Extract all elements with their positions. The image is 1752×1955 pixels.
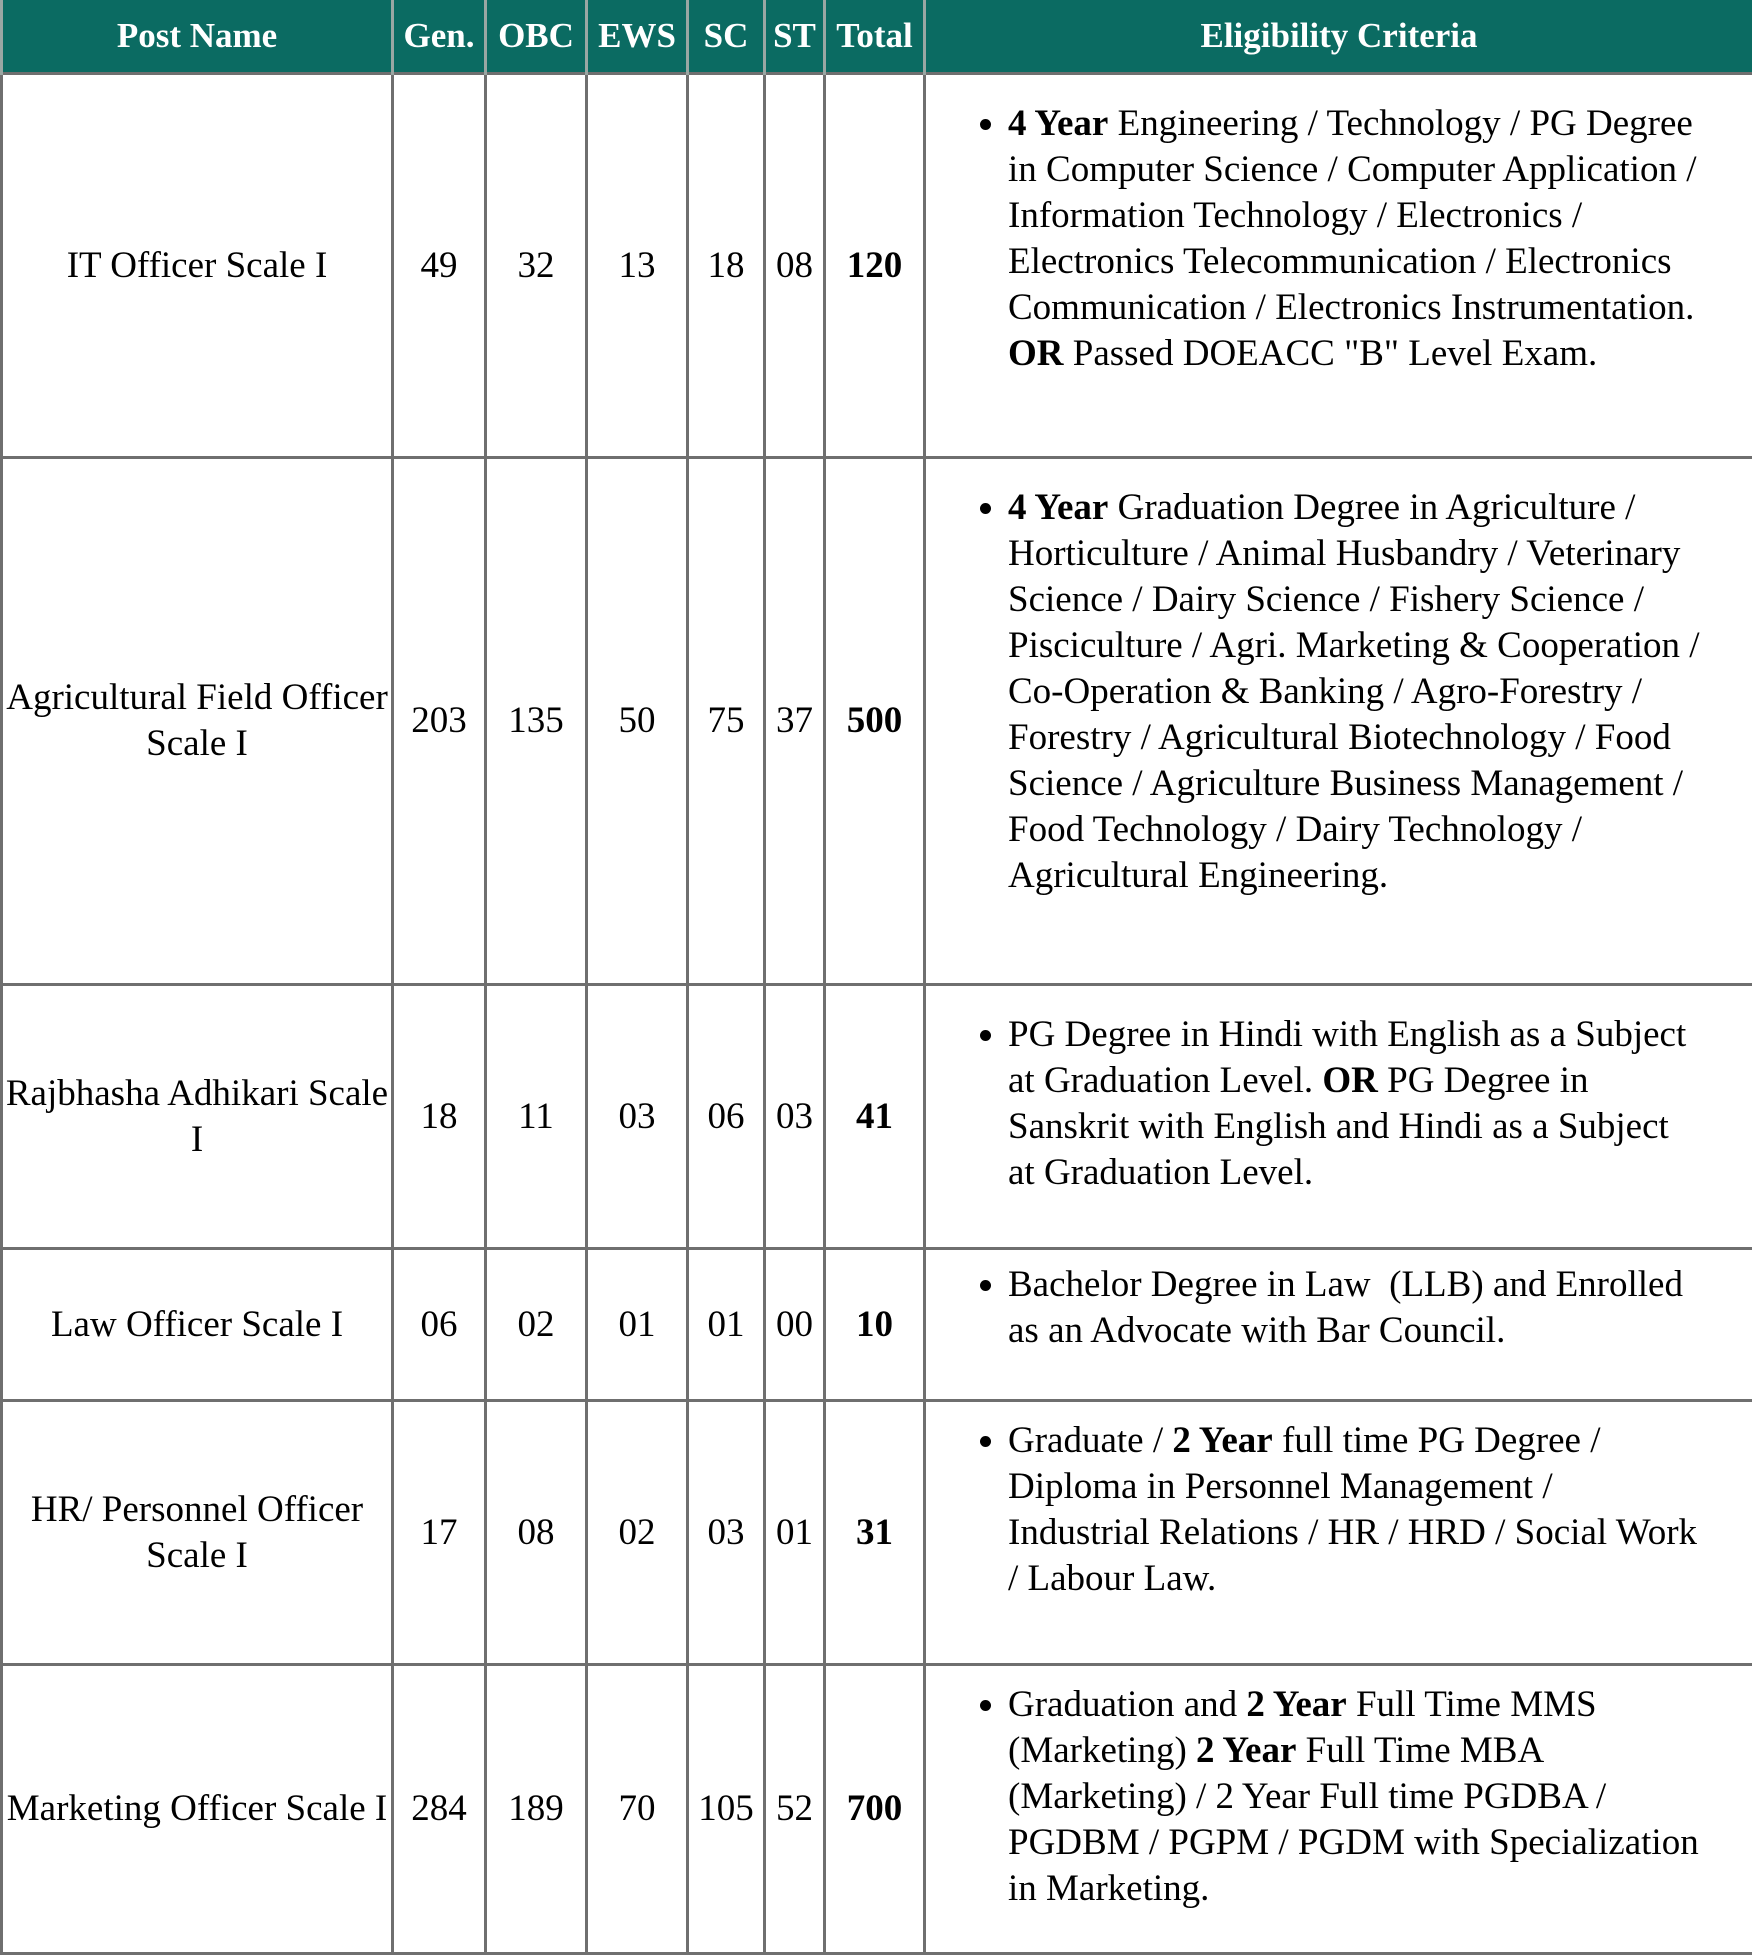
- post-name-cell: Agricultural Field Officer Scale I: [2, 458, 393, 985]
- criteria-text: Sanskrit with English and Hindi as a Subject: [1008, 1106, 1669, 1147]
- criteria-item: [1008, 101, 1752, 377]
- obc-cell: 08: [486, 1401, 587, 1665]
- total-cell: 120: [825, 74, 925, 458]
- criteria-list: [926, 485, 1752, 899]
- total-cell: 10: [825, 1249, 925, 1401]
- criteria-text: Communication / Electronics Instrumentation.: [1008, 287, 1694, 328]
- ews-cell: 50: [587, 458, 688, 985]
- header-gen: Gen.: [393, 0, 486, 74]
- criteria-text: Forestry / Agricultural Biotechnology / Food: [1008, 717, 1671, 758]
- criteria-text: PG Degree in: [1378, 1060, 1589, 1101]
- sc-cell: 18: [688, 74, 765, 458]
- ews-cell: 13: [587, 74, 688, 458]
- ews-cell: 01: [587, 1249, 688, 1401]
- criteria-text: Electronics Telecommunication / Electronics: [1008, 241, 1672, 282]
- header-post-name: Post Name: [2, 0, 393, 74]
- table-row: [2, 74, 1752, 458]
- post-name-cell: Marketing Officer Scale I: [2, 1665, 393, 1954]
- st-cell: 52: [765, 1665, 825, 1954]
- sc-cell: 06: [688, 985, 765, 1249]
- st-cell: 37: [765, 458, 825, 985]
- criteria-text: (Marketing): [1008, 1730, 1196, 1771]
- emphasis-text: 2 Year: [1196, 1730, 1296, 1771]
- criteria-list: [926, 1012, 1752, 1196]
- criteria-item: [1008, 1262, 1752, 1354]
- criteria-text: Co-Operation & Banking / Agro-Forestry /: [1008, 671, 1642, 712]
- criteria-text: Graduation and: [1008, 1684, 1246, 1725]
- sc-cell: 01: [688, 1249, 765, 1401]
- criteria-item: [1008, 1682, 1752, 1912]
- obc-cell: 135: [486, 458, 587, 985]
- table-row: [2, 1665, 1752, 1954]
- criteria-text: Full Time MBA: [1296, 1730, 1544, 1771]
- criteria-text: Science / Dairy Science / Fishery Science /: [1008, 579, 1644, 620]
- ews-cell: 03: [587, 985, 688, 1249]
- gen-cell: 203: [393, 458, 486, 985]
- eligibility-cell: [925, 1249, 1752, 1401]
- obc-cell: 11: [486, 985, 587, 1249]
- eligibility-cell: [925, 985, 1752, 1249]
- criteria-text: PGDBM / PGPM / PGDM with Specialization: [1008, 1822, 1699, 1863]
- header-eligibility: Eligibility Criteria: [925, 0, 1752, 74]
- total-cell: 31: [825, 1401, 925, 1665]
- gen-cell: 18: [393, 985, 486, 1249]
- emphasis-text: 2 Year: [1172, 1420, 1272, 1461]
- criteria-text: / Labour Law.: [1008, 1558, 1216, 1599]
- eligibility-cell: [925, 74, 1752, 458]
- emphasis-text: OR: [1008, 333, 1064, 374]
- criteria-text: Industrial Relations / HR / HRD / Social Work: [1008, 1512, 1697, 1553]
- emphasis-text: OR: [1322, 1060, 1378, 1101]
- header-sc: SC: [688, 0, 765, 74]
- criteria-text: in Marketing.: [1008, 1868, 1209, 1909]
- gen-cell: 06: [393, 1249, 486, 1401]
- criteria-text: Diploma in Personnel Management /: [1008, 1466, 1553, 1507]
- post-name-cell: Rajbhasha Adhikari Scale I: [2, 985, 393, 1249]
- criteria-text: at Graduation Level.: [1008, 1152, 1313, 1193]
- gen-cell: 49: [393, 74, 486, 458]
- obc-cell: 189: [486, 1665, 587, 1954]
- header-obc: OBC: [486, 0, 587, 74]
- table-row: [2, 1401, 1752, 1665]
- criteria-text: Information Technology / Electronics /: [1008, 195, 1582, 236]
- post-name-cell: Law Officer Scale I: [2, 1249, 393, 1401]
- criteria-text: Agricultural Engineering.: [1008, 855, 1388, 896]
- emphasis-text: 4 Year: [1008, 487, 1108, 528]
- criteria-list: [926, 1682, 1752, 1912]
- gen-cell: 17: [393, 1401, 486, 1665]
- ews-cell: 02: [587, 1401, 688, 1665]
- criteria-text: Science / Agriculture Business Management /: [1008, 763, 1683, 804]
- criteria-text: as an Advocate with Bar Council.: [1008, 1310, 1505, 1351]
- eligibility-cell: [925, 1401, 1752, 1665]
- criteria-text: Graduate /: [1008, 1420, 1172, 1461]
- criteria-text: Passed DOEACC "B" Level Exam.: [1064, 333, 1598, 374]
- criteria-text: Full Time MMS: [1347, 1684, 1597, 1725]
- st-cell: 00: [765, 1249, 825, 1401]
- gen-cell: 284: [393, 1665, 486, 1954]
- header-ews: EWS: [587, 0, 688, 74]
- criteria-text: Horticulture / Animal Husbandry / Veterinary: [1008, 533, 1680, 574]
- table-row: [2, 1249, 1752, 1401]
- criteria-text: Bachelor Degree in Law (LLB) and Enrolled: [1008, 1264, 1683, 1305]
- st-cell: 03: [765, 985, 825, 1249]
- total-cell: 500: [825, 458, 925, 985]
- emphasis-text: 4 Year: [1008, 103, 1108, 144]
- criteria-item: [1008, 1418, 1752, 1602]
- obc-cell: 02: [486, 1249, 587, 1401]
- sc-cell: 105: [688, 1665, 765, 1954]
- criteria-text: full time PG Degree /: [1273, 1420, 1601, 1461]
- header-total: Total: [825, 0, 925, 74]
- eligibility-cell: [925, 1665, 1752, 1954]
- criteria-text: Food Technology / Dairy Technology /: [1008, 809, 1582, 850]
- header-st: ST: [765, 0, 825, 74]
- criteria-text: in Computer Science / Computer Application /: [1008, 149, 1697, 190]
- criteria-text: at Graduation Level.: [1008, 1060, 1322, 1101]
- table-row: [2, 458, 1752, 985]
- eligibility-cell: [925, 458, 1752, 985]
- criteria-text: Pisciculture / Agri. Marketing & Cooperation /: [1008, 625, 1700, 666]
- criteria-text: Graduation Degree in Agriculture /: [1108, 487, 1635, 528]
- criteria-list: [926, 101, 1752, 377]
- criteria-list: [926, 1262, 1752, 1354]
- header-row: [2, 0, 1752, 74]
- criteria-text: (Marketing) / 2 Year Full time PGDBA /: [1008, 1776, 1606, 1817]
- ews-cell: 70: [587, 1665, 688, 1954]
- criteria-text: PG Degree in Hindi with English as a Subject: [1008, 1014, 1686, 1055]
- st-cell: 08: [765, 74, 825, 458]
- post-name-cell: HR/ Personnel Officer Scale I: [2, 1401, 393, 1665]
- st-cell: 01: [765, 1401, 825, 1665]
- sc-cell: 75: [688, 458, 765, 985]
- total-cell: 700: [825, 1665, 925, 1954]
- criteria-item: [1008, 485, 1752, 899]
- total-cell: 41: [825, 985, 925, 1249]
- post-name-cell: IT Officer Scale I: [2, 74, 393, 458]
- sc-cell: 03: [688, 1401, 765, 1665]
- criteria-text: Engineering / Technology / PG Degree: [1108, 103, 1692, 144]
- criteria-item: [1008, 1012, 1752, 1196]
- criteria-list: [926, 1418, 1752, 1602]
- table-row: [2, 985, 1752, 1249]
- emphasis-text: 2 Year: [1246, 1684, 1346, 1725]
- obc-cell: 32: [486, 74, 587, 458]
